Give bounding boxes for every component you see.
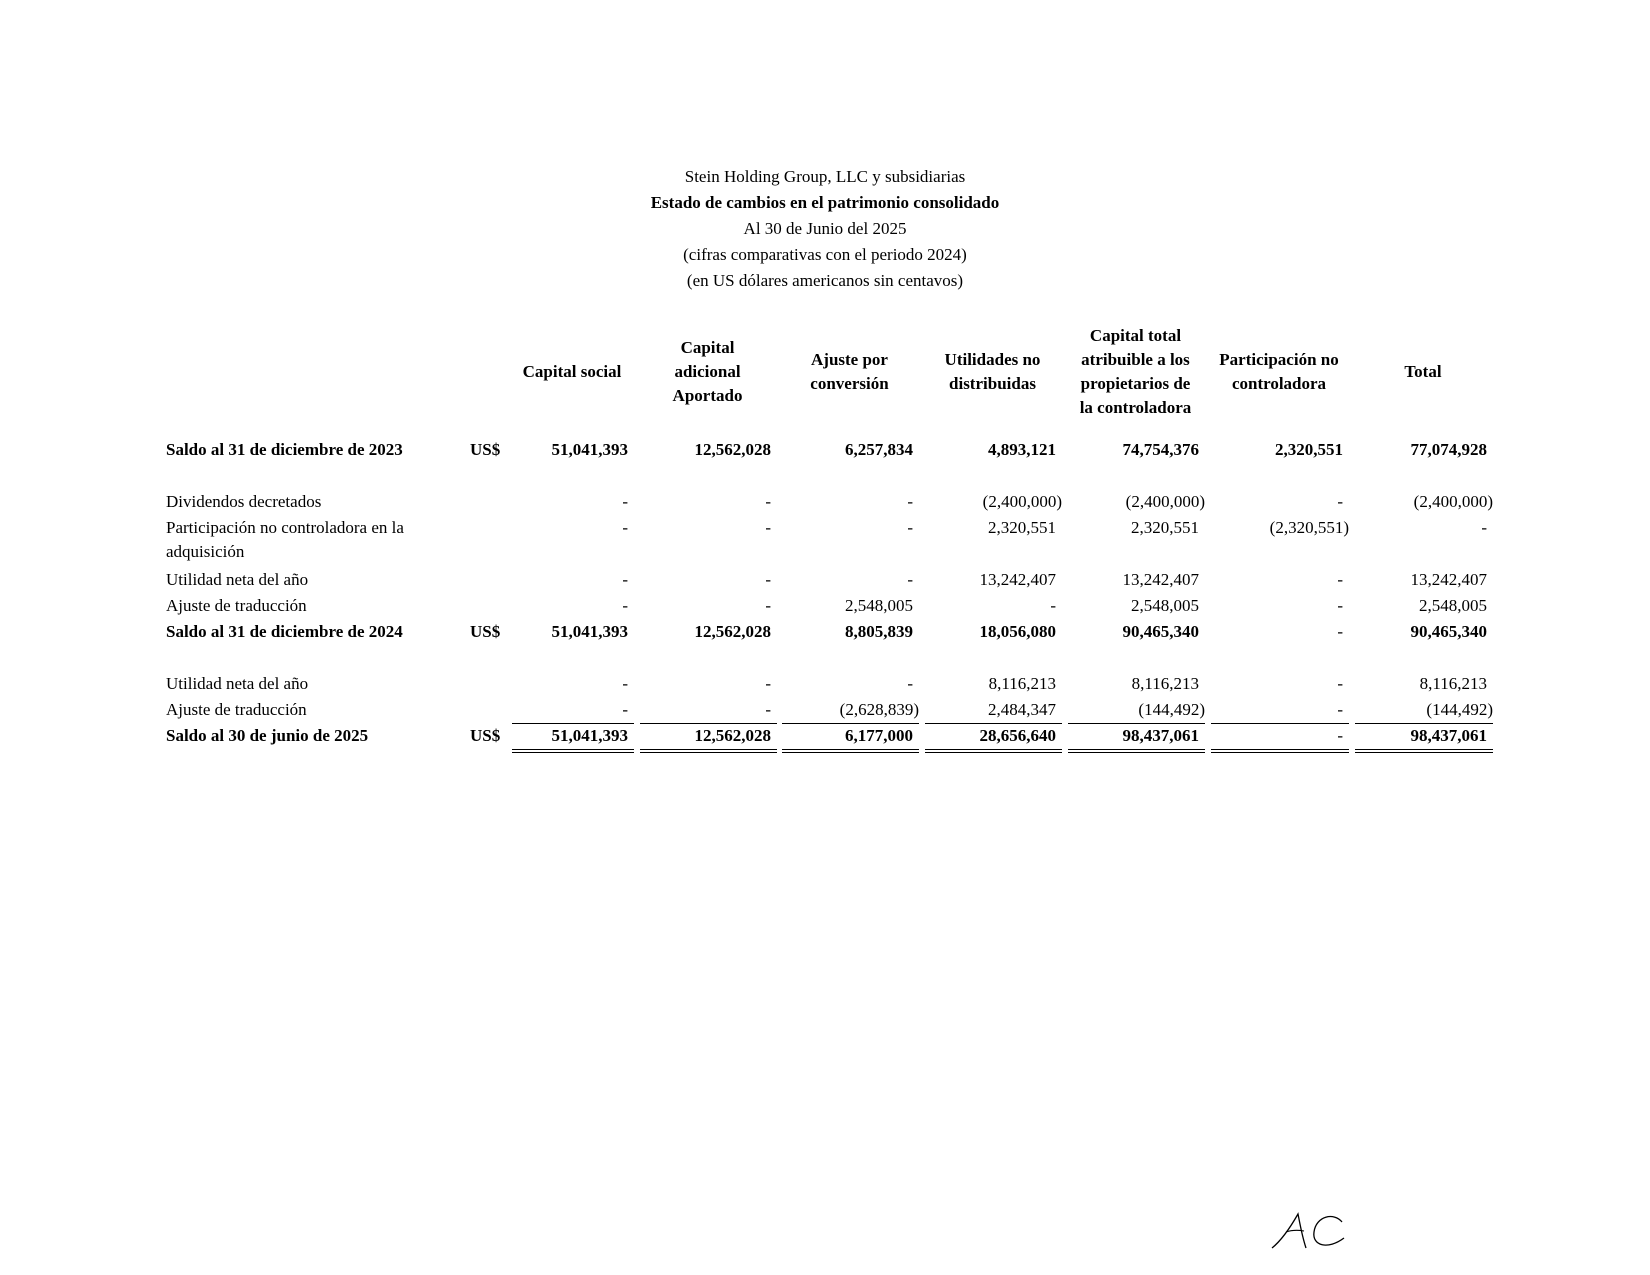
cell-utilidades-no-distribuidas: 2,320,551: [988, 518, 1056, 537]
column-header-line: distribuidas: [949, 374, 1036, 393]
cell-capital-adicional: 12,562,028: [694, 440, 771, 459]
cell-capital-social: -: [622, 700, 628, 719]
cell-participacion-no-controladora: -: [1337, 570, 1343, 589]
cell-participacion-no-controladora: -: [1337, 700, 1343, 719]
cell-capital-total-controladora: (144,492): [1138, 700, 1205, 719]
cell-capital-adicional: -: [765, 596, 771, 615]
column-header-ajuste-conversion: [778, 322, 921, 422]
column-header-line: Total: [1404, 362, 1442, 381]
cell-capital-total-controladora: 2,320,551: [1131, 518, 1199, 537]
cell-capital-total-controladora: 8,116,213: [1131, 674, 1199, 693]
cell-total: 8,116,213: [1419, 674, 1487, 693]
cell-capital-social: 51,041,393: [551, 726, 628, 745]
cell-total: 2,548,005: [1419, 596, 1487, 615]
subtotal-rule: [925, 723, 1062, 724]
cell-ajuste-conversion: -: [907, 674, 913, 693]
cell-total: 77,074,928: [1410, 440, 1487, 459]
cell-ajuste-conversion: (2,628,839): [839, 700, 919, 719]
cell-capital-adicional: -: [765, 700, 771, 719]
cell-capital-adicional: -: [765, 492, 771, 511]
comparative-note: (cifras comparativas con el periodo 2024): [683, 245, 967, 264]
row-label: Saldo al 31 de diciembre de 2023: [166, 440, 403, 459]
cell-capital-social: -: [622, 596, 628, 615]
column-header-line: conversión: [810, 374, 889, 393]
cell-ajuste-conversion: -: [907, 570, 913, 589]
cell-total: 13,242,407: [1410, 570, 1487, 589]
row-label: adquisición: [166, 542, 245, 561]
cell-participacion-no-controladora: (2,320,551): [1269, 518, 1349, 537]
cell-capital-social: -: [622, 674, 628, 693]
total-double-rule: [512, 749, 634, 753]
cell-ajuste-conversion: 2,548,005: [845, 596, 913, 615]
cell-ajuste-conversion: 6,257,834: [845, 440, 913, 459]
total-double-rule: [1355, 749, 1493, 753]
row-label: Utilidad neta del año: [166, 674, 309, 693]
cell-capital-total-controladora: 90,465,340: [1122, 622, 1199, 641]
currency-note: (en US dólares americanos sin centavos): [686, 271, 964, 290]
subtotal-rule: [1211, 723, 1349, 724]
cell-capital-social: 51,041,393: [551, 622, 628, 641]
currency-symbol: US$: [470, 440, 501, 459]
subtotal-rule: [782, 723, 919, 724]
subtotal-rule: [512, 723, 634, 724]
cell-ajuste-conversion: -: [907, 518, 913, 537]
cell-participacion-no-controladora: 2,320,551: [1275, 440, 1343, 459]
column-header-line: Capital social: [522, 362, 622, 381]
subtotal-rule: [1068, 723, 1205, 724]
cell-capital-total-controladora: 74,754,376: [1122, 440, 1199, 459]
column-header-total: [1351, 322, 1495, 422]
cell-ajuste-conversion: 8,805,839: [845, 622, 913, 641]
column-header-line: Utilidades no: [944, 350, 1041, 369]
cell-capital-adicional: 12,562,028: [694, 726, 771, 745]
cell-capital-social: -: [622, 518, 628, 537]
cell-capital-adicional: 12,562,028: [694, 622, 771, 641]
cell-capital-adicional: -: [765, 518, 771, 537]
row-label: Ajuste de traducción: [166, 700, 307, 719]
column-header-utilidades-no-distribuidas: [921, 322, 1064, 422]
cell-utilidades-no-distribuidas: (2,400,000): [982, 492, 1062, 511]
total-double-rule: [1068, 749, 1205, 753]
signature-mark: [1268, 1208, 1358, 1254]
column-header-line: Participación no: [1219, 350, 1339, 369]
subtotal-rule: [1355, 723, 1493, 724]
row-label: Saldo al 30 de junio de 2025: [166, 726, 369, 745]
total-double-rule: [782, 749, 919, 753]
subtotal-rule: [640, 723, 777, 724]
cell-utilidades-no-distribuidas: 8,116,213: [988, 674, 1056, 693]
row-label: Participación no controladora en la: [166, 518, 404, 537]
cell-participacion-no-controladora: -: [1337, 674, 1343, 693]
cell-participacion-no-controladora: -: [1337, 596, 1343, 615]
cell-utilidades-no-distribuidas: 28,656,640: [979, 726, 1056, 745]
cell-capital-total-controladora: 2,548,005: [1131, 596, 1199, 615]
cell-capital-total-controladora: (2,400,000): [1125, 492, 1205, 511]
column-header-line: Ajuste por: [811, 350, 888, 369]
cell-capital-social: 51,041,393: [551, 440, 628, 459]
cell-capital-social: -: [622, 492, 628, 511]
column-header-line: Aportado: [672, 386, 743, 405]
column-header-line: la controladora: [1079, 398, 1192, 417]
cell-total: (2,400,000): [1413, 492, 1493, 511]
column-header-capital-social: [508, 322, 636, 422]
cell-utilidades-no-distribuidas: 13,242,407: [979, 570, 1056, 589]
statement-title: Estado de cambios en el patrimonio consolidado: [650, 193, 1000, 212]
cell-capital-total-controladora: 98,437,061: [1122, 726, 1199, 745]
cell-utilidades-no-distribuidas: -: [1050, 596, 1056, 615]
cell-total: 90,465,340: [1410, 622, 1487, 641]
cell-capital-social: -: [622, 570, 628, 589]
cell-capital-adicional: -: [765, 570, 771, 589]
total-double-rule: [925, 749, 1062, 753]
row-label: Dividendos decretados: [166, 492, 322, 511]
cell-capital-adicional: -: [765, 674, 771, 693]
row-label: Utilidad neta del año: [166, 570, 309, 589]
column-header-line: Capital: [680, 338, 735, 357]
row-label: Saldo al 31 de diciembre de 2024: [166, 622, 403, 641]
cell-total: (144,492): [1426, 700, 1493, 719]
cell-ajuste-conversion: -: [907, 492, 913, 511]
cell-utilidades-no-distribuidas: 18,056,080: [979, 622, 1056, 641]
cell-participacion-no-controladora: -: [1337, 492, 1343, 511]
cell-utilidades-no-distribuidas: 4,893,121: [988, 440, 1056, 459]
cell-participacion-no-controladora: -: [1337, 622, 1343, 641]
column-header-line: propietarios de: [1080, 374, 1191, 393]
statement-date: Al 30 de Junio del 2025: [743, 219, 907, 238]
cell-participacion-no-controladora: -: [1337, 726, 1343, 745]
column-header-capital-adicional: [636, 322, 779, 422]
row-label: Ajuste de traducción: [166, 596, 307, 615]
column-header-line: adicional: [674, 362, 741, 381]
total-double-rule: [1211, 749, 1349, 753]
column-header-line: atribuible a los: [1081, 350, 1190, 369]
cell-total: 98,437,061: [1410, 726, 1487, 745]
column-header-participacion-no-controladora: [1207, 322, 1351, 422]
company-name: Stein Holding Group, LLC y subsidiarias: [684, 167, 966, 186]
column-header-capital-total-controladora: [1064, 322, 1207, 422]
total-double-rule: [640, 749, 777, 753]
cell-total: -: [1481, 518, 1487, 537]
currency-symbol: US$: [470, 622, 501, 641]
cell-utilidades-no-distribuidas: 2,484,347: [988, 700, 1056, 719]
currency-symbol: US$: [470, 726, 501, 745]
cell-capital-total-controladora: 13,242,407: [1122, 570, 1199, 589]
column-header-line: controladora: [1231, 374, 1327, 393]
column-header-line: Capital total: [1089, 326, 1182, 345]
cell-ajuste-conversion: 6,177,000: [845, 726, 913, 745]
